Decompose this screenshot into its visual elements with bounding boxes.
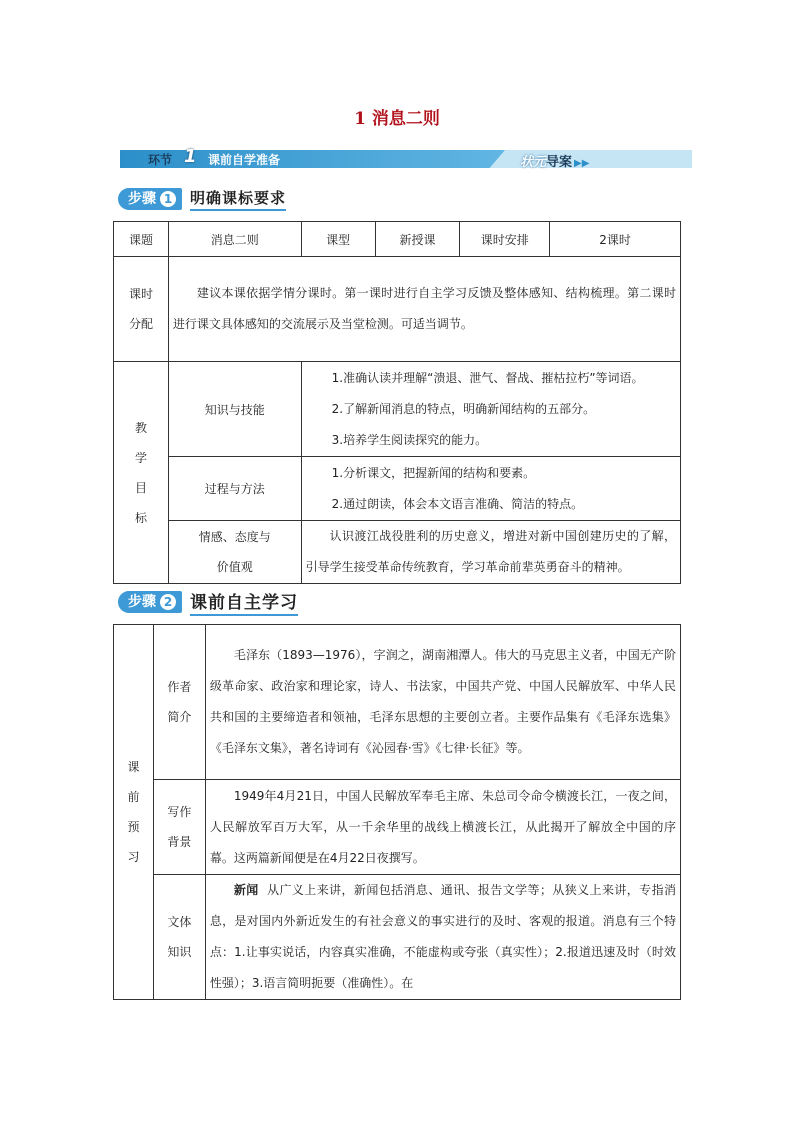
list-item: 2.通过朗读，体会本文语言准确、简洁的特点。 [331, 496, 584, 511]
table-row [114, 780, 681, 875]
goal-type-emotion: 情感、态度与 价值观 [168, 521, 301, 584]
banner-right [520, 151, 589, 170]
page-title: 1 消息二则 [354, 109, 440, 129]
table-row [114, 875, 681, 1000]
banner-huanjie: 环节 [148, 153, 173, 167]
banner-label: 课前自学准备 [208, 153, 281, 167]
step-2-pill [118, 591, 182, 613]
header-cell: 新授课 [375, 222, 460, 257]
header-cell: 课型 [301, 222, 375, 257]
header-cell: 消息二则 [168, 222, 301, 257]
header-cell: 2课时 [550, 222, 681, 257]
background-text: 1949年4月21日，中国人民解放军奉毛主席、朱总司令命令横渡长江，一夜之间，人民解放军百万大军，从一千余华里的战线上横渡长江，从此揭开了解放全中国的序幕。这两篇新闻便是在4月22日夜撰写。 [205, 780, 680, 875]
step-1-pill [118, 188, 182, 210]
curriculum-table [113, 221, 681, 584]
banner-right-a: 状元 [520, 155, 547, 170]
goal-type-process: 过程与方法 [168, 457, 301, 521]
table-row [114, 457, 681, 521]
list-item: 2.了解新闻消息的特点，明确新闻结构的五部分。 [331, 401, 596, 416]
goal-label: 教 学 目 标 [114, 362, 169, 584]
author-label: 作者 简介 [153, 625, 205, 780]
arrows-icon: ▶▶ [574, 158, 590, 169]
preview-side-label: 课 前 预 习 [114, 625, 154, 1000]
step-2-number: 2 [160, 594, 176, 610]
banner-number: 1 [184, 146, 197, 167]
alloc-label: 课时 分配 [114, 257, 169, 362]
genre-lead: 新闻 [233, 883, 259, 897]
step-1-tag: 步骤 [128, 191, 156, 207]
list-item: 1.准确认读并理解“溃退、泄气、督战、摧枯拉朽”等词语。 [331, 370, 644, 385]
author-text: 毛泽东（1893—1976），字润之，湖南湘潭人。伟大的马克思主义者，中国无产阶级革命家、政治家和理论家，诗人、书法家，中国共产党、中国人民解放军、中华人民共和国的主要缔造者和领袖，毛泽东思想的主要创立者。主要作品集有《毛泽东选集》《毛泽东文集》，著名诗词有《沁园春·雪》《七律·长征》等。 [205, 625, 680, 780]
genre-label: 文体 知识 [153, 875, 205, 1000]
step-2-title: 课前自主学习 [190, 588, 298, 616]
table-row [114, 625, 681, 780]
alloc-text: 建议本课依据学情分课时。第一课时进行自主学习反馈及整体感知、结构梳理。第二课时进行课文具体感知的交流展示及当堂检测。可适当调节。 [168, 257, 680, 362]
table-row [114, 362, 681, 457]
step-1-heading [118, 188, 286, 210]
table-row [114, 257, 681, 362]
goal-type-knowledge: 知识与技能 [168, 362, 301, 457]
goal-emotion-text: 认识渡江战役胜利的历史意义，增进对新中国创建历史的了解，引导学生接受革命传统教育，学习革命前辈英勇奋斗的精神。 [301, 521, 680, 584]
background-label: 写作 背景 [153, 780, 205, 875]
goal-items [301, 362, 680, 457]
banner-strip [120, 150, 505, 168]
step-2-heading [118, 591, 298, 613]
header-cell: 课时安排 [460, 222, 550, 257]
table-row [114, 222, 681, 257]
preview-table [113, 624, 681, 1000]
header-cell: 课题 [114, 222, 169, 257]
goal-items [301, 457, 680, 521]
genre-text [205, 875, 680, 1000]
step-1-title: 明确课标要求 [190, 187, 286, 211]
section-banner [120, 146, 692, 170]
step-1-number: 1 [160, 191, 176, 207]
banner-right-b: 导案 [546, 155, 573, 170]
genre-body: 从广义上来讲，新闻包括消息、通讯、报告文学等；从狭义上来讲，专指消息，是对国内外新近发生的有社会意义的事实进行的及时、客观的报道。消息有三个特点：1.让事实说话，内容真实准确，不能虚构或夸张（真实性）；2.报道迅速及时（时效性强）；3.语言简明扼要（准确性）。在 [209, 883, 676, 990]
step-2-tag: 步骤 [128, 594, 156, 610]
table-row [114, 521, 681, 584]
list-item: 1.分析课文，把握新闻的结构和要素。 [331, 465, 536, 480]
list-item: 3.培养学生阅读探究的能力。 [331, 432, 488, 447]
